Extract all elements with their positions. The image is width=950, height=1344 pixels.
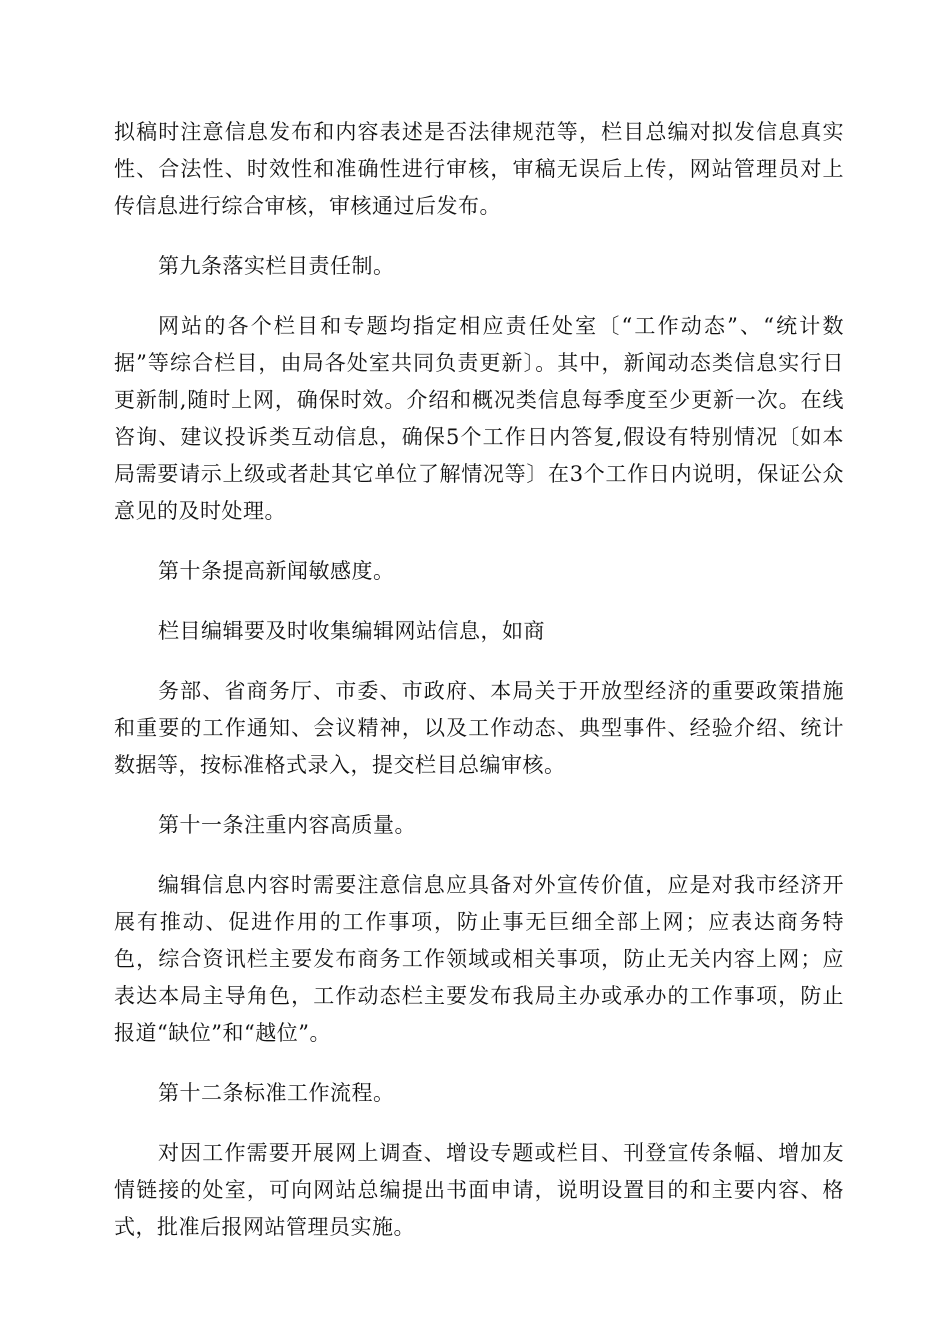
document-body: [114, 114, 844, 1269]
paragraph-column-responsibility: 网站的各个栏目和专题均指定相应责任处室〔“工作动态”、“统计数据”等综合栏目，由局各处室共同负责更新〕。其中，新闻动态类信息实行日更新制,随时上网，确保时效。介绍和概况类信息每季度至少更新一次。在线咨询、建议投诉类互动信息，确保5个工作日内答复,假设有特别情况〔如本局需要请示上级或者赴其它单位了解情况等〕在3个工作日内说明，保证公众意见的及时处理。: [114, 314, 844, 523]
paragraph-news-collection-start: 栏目编辑要及时收集编辑网站信息，如商: [158, 619, 545, 643]
paragraph-content-quality: 编辑信息内容时需要注意信息应具备对外宣传价值，应是对我市经济开展有推动、促进作用的工作事项，防止事无巨细全部上网；应表达商务特色，综合资讯栏主要发布商务工作领域或相关事项，防止无关内容上网；应表达本局主导角色，工作动态栏主要发布我局主办或承办的工作事项，防止报道“缺位”和“越位”。: [114, 873, 844, 1045]
paragraph-review-process: 拟稿时注意信息发布和内容表述是否法律规范等，栏目总编对拟发信息真实性、合法性、时效性和准确性进行审核，审稿无误后上传，网站管理员对上传信息进行综合审核，审核通过后发布。: [114, 120, 844, 218]
paragraph-news-collection-continued: 务部、省商务厅、市委、市政府、本局关于开放型经济的重要政策措施和重要的工作通知、会议精神，以及工作动态、典型事件、经验介绍、统计数据等，按标准格式录入，提交栏目总编审核。: [114, 679, 844, 777]
article-11-heading: 第十一条注重内容高质量。: [158, 813, 416, 837]
article-9-heading: 第九条落实栏目责任制。: [158, 254, 395, 278]
paragraph-workflow: 对因工作需要开展网上调查、增设专题或栏目、刊登宣传条幅、增加友情链接的处室，可向网站总编提出书面申请，说明设置目的和主要内容、格式，批准后报网站管理员实施。: [114, 1141, 844, 1239]
article-12-heading: 第十二条标准工作流程。: [158, 1081, 395, 1105]
article-10-heading: 第十条提高新闻敏感度。: [158, 559, 395, 583]
